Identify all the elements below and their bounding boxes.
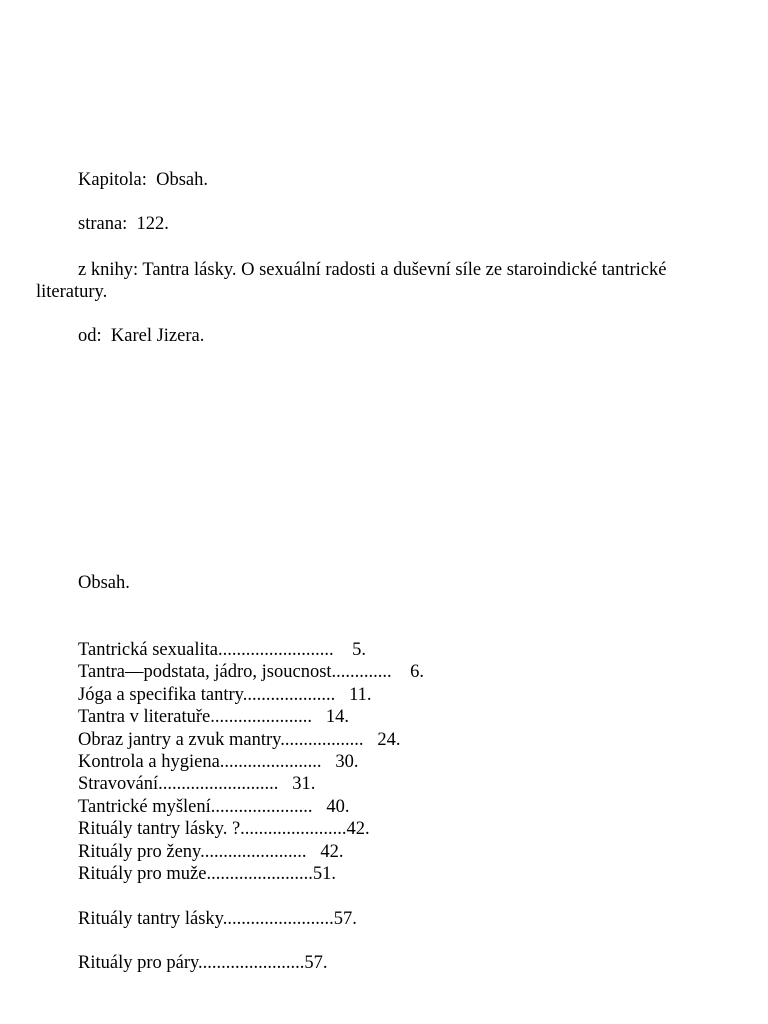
- toc-entry: Tantrická sexualita......................... 5.: [78, 640, 366, 660]
- page-line: strana: 122.: [78, 214, 169, 234]
- table-of-contents: [78, 639, 424, 975]
- toc-entry: Rituály tantry lásky. ?.......................42.: [78, 819, 370, 840]
- toc-entry: Tantrické myšlení...................... 40.: [78, 796, 350, 817]
- chapter-line: Kapitola: Obsah.: [78, 170, 208, 190]
- book-title-line: z knihy: Tantra lásky. O sexuální radosti a duševní síle ze staroindické tantrické literatury.: [36, 260, 667, 302]
- contents-heading: Obsah.: [78, 573, 130, 593]
- toc-entry: Rituály pro ženy....................... 42.: [78, 841, 344, 862]
- toc-entry: Jóga a specifika tantry.................... 11.: [78, 684, 372, 705]
- toc-entry: Rituály pro páry.......................57.: [78, 953, 328, 974]
- toc-entry: Stravování.......................... 31.: [78, 774, 316, 795]
- toc-entry: Rituály pro muže.......................51.: [78, 863, 336, 884]
- toc-entry: Obraz jantry a zvuk mantry.................. 24.: [78, 729, 401, 750]
- toc-entry: Rituály tantry lásky........................57.: [78, 908, 357, 929]
- author-line: od: Karel Jizera.: [78, 326, 205, 346]
- toc-entry: Tantra v literatuře...................... 14.: [78, 707, 349, 728]
- toc-entry: Kontrola a hygiena...................... 30.: [78, 751, 359, 772]
- toc-entry: Tantra—podstata, jádro, jsoucnost............. 6.: [78, 662, 425, 683]
